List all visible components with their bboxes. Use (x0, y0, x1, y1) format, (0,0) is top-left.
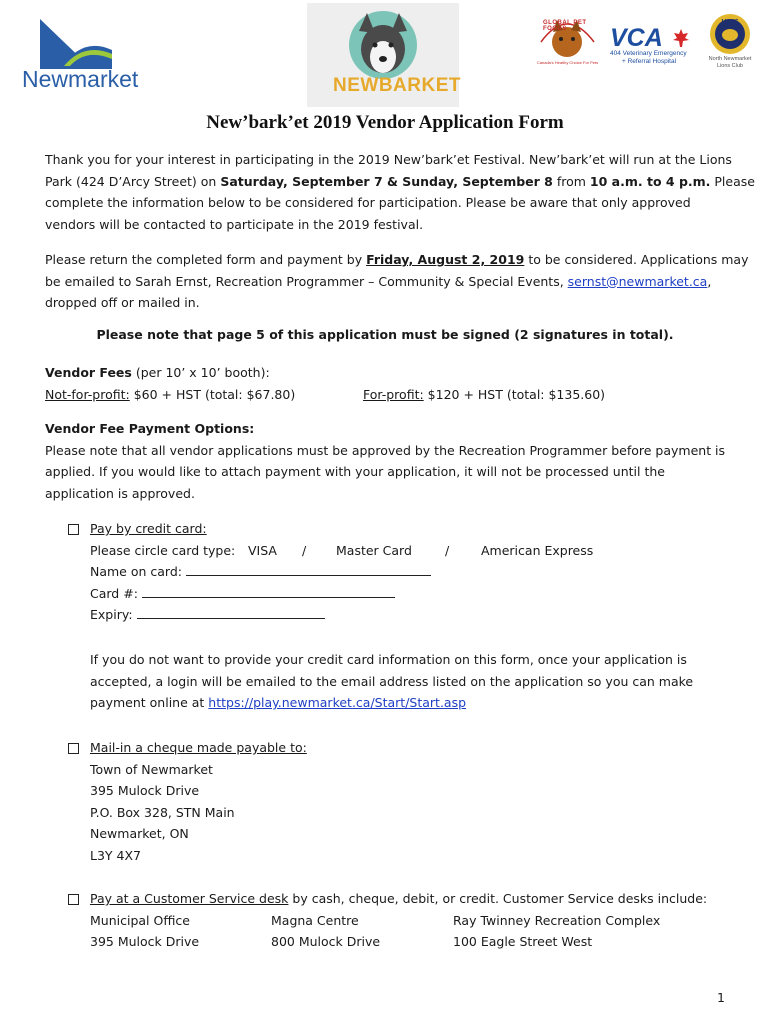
customer-service-section (90, 888, 730, 953)
vendor-fees-heading: Vendor Fees (per 10’ x 10’ booth): (45, 365, 270, 380)
payment-line-2: applied. If you would like to attach payment with your application, it will not be processed until the (45, 464, 665, 480)
credit-card-section (90, 518, 730, 626)
cheque-label: Mail-in a cheque made payable to: (90, 740, 307, 755)
deadline-date: Friday, August 2, 2019 (366, 252, 525, 267)
page-title: New’bark’et 2019 Vendor Application Form (206, 112, 564, 133)
credit-card-note-line-2: accepted, a login will be emailed to the email address listed on the application so you can make (90, 673, 694, 689)
cheque-address-line: 395 Mulock Drive (90, 783, 200, 799)
global-pet-foods-tagline: Canada's Healthy Choice For Pets (536, 60, 599, 65)
name-on-card-row: Name on card: (90, 561, 730, 583)
expiry-row: Expiry: (90, 604, 730, 626)
card-type-label: Please circle card type: (90, 542, 236, 558)
payment-line-1: Please note that all vendor applications must be approved by the Recreation Programmer before payment is (45, 442, 726, 458)
return-line-3: dropped off or mailed in. (45, 295, 200, 311)
card-number-row: Card #: (90, 583, 730, 605)
lions-caption-1: North Newmarket (708, 56, 752, 62)
cheque-address-line: Newmarket, ON (90, 826, 189, 842)
desk-location-address: 395 Mulock Drive (90, 934, 200, 950)
festival-dates: Saturday, September 7 & Sunday, September 8 (220, 173, 553, 189)
customer-service-checkbox[interactable] (68, 894, 79, 905)
card-type-separator: / (445, 542, 450, 558)
cheque-section (90, 737, 730, 867)
vca-wordmark: VCA (610, 24, 663, 52)
global-pet-foods-logo (535, 12, 600, 70)
credit-card-note-line-3: payment online at https://play.newmarket.ca/Start/Start.asp (90, 695, 467, 711)
card-type-amex[interactable]: American Express (481, 542, 594, 558)
global-pet-foods-text: GLOBAL PET FOODS (543, 20, 587, 32)
intro-line-1: Thank you for your interest in participating in the 2019 New’bark’et Festival. New’bark’et will run at the Lions (45, 152, 732, 167)
cheque-checkbox[interactable] (68, 743, 79, 754)
lions-club-logo (700, 12, 760, 70)
contact-email-link[interactable]: sernst@newmarket.ca (567, 273, 708, 289)
vendor-fees-rates (45, 384, 735, 406)
payment-options-section (45, 418, 735, 504)
vca-logo (610, 24, 695, 68)
intro-line-2: Park (424 D’Arcy Street) on Saturday, September 7 & Sunday, September 8 from 10 a.m. to 4 p.m. Please (45, 173, 755, 189)
intro-line-4: vendors will be contacted to participate in the 2019 festival. (45, 216, 424, 232)
desk-location-address: 800 Mulock Drive (271, 934, 381, 950)
online-payment-link[interactable]: https://play.newmarket.ca/Start/Start.asp (208, 695, 467, 711)
vca-line-1: 404 Veterinary Emergency (610, 50, 687, 57)
festival-hours: 10 a.m. to 4 p.m. (589, 173, 711, 189)
newbarket-wordmark: NEWBARKET (333, 75, 461, 96)
intro-line-3: complete the information below to be considered for participation. Please be aware that only approved (45, 195, 691, 211)
card-type-mastercard[interactable]: Master Card (336, 542, 412, 558)
expiry-field[interactable] (137, 606, 325, 619)
cheque-address-line: Town of Newmarket (90, 761, 213, 777)
return-paragraph (45, 249, 749, 314)
lions-emblem-text: LIONS (721, 19, 739, 25)
credit-card-note-line-1: If you do not want to provide your credit card information on this form, once your application is (90, 652, 687, 667)
signature-note: Please note that page 5 of this application must be signed (2 signatures in total). (96, 327, 674, 342)
desk-address-row (90, 931, 730, 953)
vendor-fees-section (45, 362, 735, 405)
return-line-2: be emailed to Sarah Ernst, Recreation Programmer – Community & Special Events, sernst@newmarket.ca, (45, 273, 712, 289)
vca-line-2: + Referral Hospital (622, 58, 677, 65)
payment-options-heading: Vendor Fee Payment Options: (45, 421, 255, 436)
for-profit-fee: For-profit: $120 + HST (total: $135.60) (363, 386, 606, 402)
credit-card-label: Pay by credit card: (90, 521, 207, 536)
payment-line-3: application is approved. (45, 485, 195, 501)
desk-name-row (90, 910, 730, 932)
return-line-1: Please return the completed form and payment by Friday, August 2, 2019 to be considered. Applications may (45, 252, 749, 267)
lions-emblem-icon (700, 12, 760, 56)
card-number-field[interactable] (142, 585, 395, 598)
desk-location-address: 100 Eagle Street West (453, 934, 593, 950)
maple-leaf-icon (672, 29, 690, 47)
card-type-row (90, 540, 730, 562)
newbarket-logo (307, 3, 459, 107)
desk-location-name: Municipal Office (90, 912, 190, 928)
cheque-address-line: L3Y 4X7 (90, 847, 141, 863)
lions-caption-2: Lions Club (717, 63, 743, 69)
desk-location-name: Magna Centre (271, 912, 359, 928)
desk-location-name: Ray Twinney Recreation Complex (453, 912, 661, 928)
cheque-address-line: P.O. Box 328, STN Main (90, 804, 235, 820)
newmarket-wordmark: Newmarket (22, 66, 139, 92)
credit-card-checkbox[interactable] (68, 524, 79, 535)
card-type-visa[interactable]: VISA (248, 542, 277, 558)
credit-card-note (90, 649, 730, 714)
name-on-card-field[interactable] (186, 563, 431, 576)
customer-service-label-row: Pay at a Customer Service desk by cash, cheque, debit, or credit. Customer Service desks include: (90, 891, 708, 906)
intro-paragraph (45, 149, 755, 235)
page-number: 1 (717, 990, 725, 1005)
card-type-separator: / (302, 542, 307, 558)
newmarket-logo (20, 14, 139, 94)
not-for-profit-fee: Not-for-profit: $60 + HST (total: $67.80) (45, 386, 296, 402)
